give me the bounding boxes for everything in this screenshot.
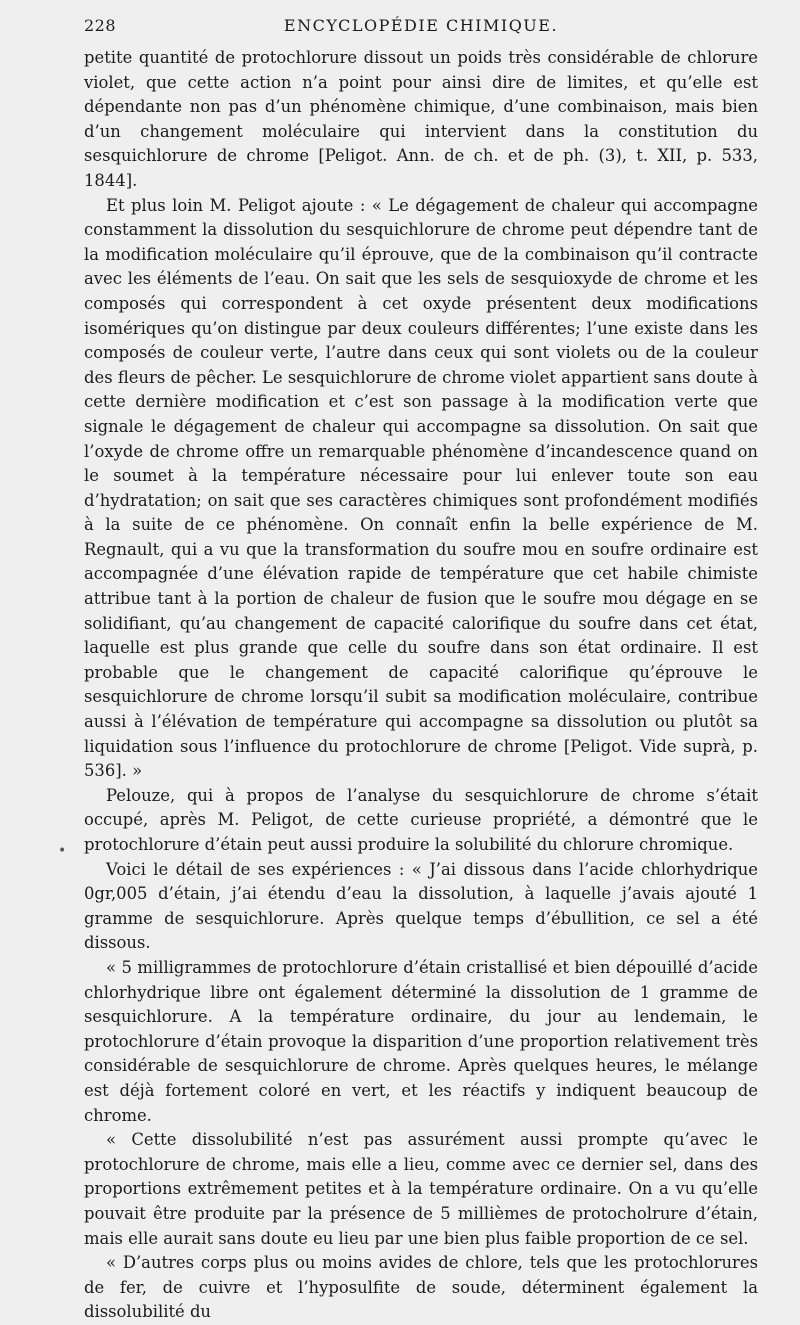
paragraph-6: « Cette dissolubilité n’est pas assurément aussi prompte qu’avec le protochlorure de chrome, mais elle a lieu, comme avec ce dernier sel, dans des proportions extrêmement petites et à la température ordinaire. On a vu qu’elle pouvait être produite par la présence de 5 millièmes de protocholrure d’étain, mais elle aurait sans doute eu lieu par une bien plus faible proportion de ce sel. [84, 1130, 758, 1248]
paragraph-2: Et plus loin M. Peligot ajoute : « Le dégagement de chaleur qui accompagne constamment la dissolution du sesquichlorure de chrome peut dépendre tant de la modification moléculaire qu’il éprouve, que de la combinaison qu’il contracte avec les éléments de l’eau. On sait que les sels de sesquioxyde de chrome et les composés qui correspondent à cet oxyde présentent deux modifications isomériques qu’on distingue par deux couleurs différentes; l’une existe dans les composés de couleur verte, l’autre dans ceux qui sont violets ou de la couleur des fleurs de pêcher. Le sesquichlorure de chrome violet appartient sans doute à cette dernière modification et c’est son passage à la modification verte que signale le dégagement de chaleur qui accompagne sa dissolution. On sait que l’oxyde de chrome offre un remarquable phénomène d’incandescence quand on le soumet à la température nécessaire pour lui enlever toute son eau d’hydratation; on sait que ses caractères chimiques sont profondément modifiés à la suite de ce phénomène. On connaît enfin la belle expérience de M. Regnault, qui a vu que la transformation du soufre mou en soufre ordinaire est accompagnée d’une élévation rapide de température que cet habile chimiste attribue tant à la portion de chaleur de fusion que le soufre mou dégage en se solidifiant, qu’au changement de capacité calorifique du soufre dans cet état, laquelle est plus grande que celle du soufre dans son état ordinaire. Il est probable que le changement de capacité calorifique qu’éprouve le sesquichlorure de chrome lorsqu’il subit sa modification moléculaire, contribue aussi à l’élévation de température qui accompagne sa dissolution ou plutôt sa liquidation sous l’influence du protochlorure de chrome [Peligot. Vide suprà, p. 536]. » [84, 195, 758, 781]
running-head [84, 16, 758, 40]
running-title: ENCYCLOPÉDIE CHIMIQUE. [283, 16, 559, 35]
paragraph-1: petite quantité de protochlorure dissout un poids très considérable de chlorure violet, que cette action n’a point pour ainsi dire de limites, et qu’elle est dépendante non pas d’un phénomène chimique, d’une combinaison, mais bien d’un changement moléculaire qui intervient dans la constitution du sesquichlorure de chrome [Peligot. Ann. de ch. et de ph. (3), t. XII, p. 533, 1844]. [84, 48, 758, 190]
page-number: 228 [84, 16, 117, 35]
paragraph-3: Pelouze, qui à propos de l’analyse du sesquichlorure de chrome s’était occupé, après M. Peligot, de cette curieuse propriété, a démontré que le protochlorure d’étain peut aussi produire la solubilité du chlorure chromique. [84, 785, 758, 854]
margin-mark: • [58, 843, 67, 859]
paragraph-4: Voici le détail de ses expériences : « J’ai dissous dans l’acide chlorhydrique 0gr,005 d’étain, j’ai étendu d’eau la dissolution, à laquelle j’avais ajouté 1 gramme de sesquichlorure. Après quelque temps d’ébullition, ce sel a été dissous. [84, 859, 758, 953]
body-text [84, 46, 758, 1325]
paragraph-7: « D’autres corps plus ou moins avides de chlore, tels que les protochlorures de fer, de cuivre et l’hyposulfite de soude, déterminent également la dissolubilité du [84, 1253, 758, 1322]
paragraph-5: « 5 milligrammes de protochlorure d’étain cristallisé et bien dépouillé d’acide chlorhydrique libre ont également déterminé la dissolution de 1 gramme de sesquichlorure. A la température ordinaire, du jour au lendemain, le protochlorure d’étain provoque la disparition d’une proportion relativement très considérable de sesquichlorure de chrome. Après quelques heures, le mélange est déjà fortement coloré en vert, et les réactifs y indiquent beaucoup de chrome. [84, 957, 758, 1125]
